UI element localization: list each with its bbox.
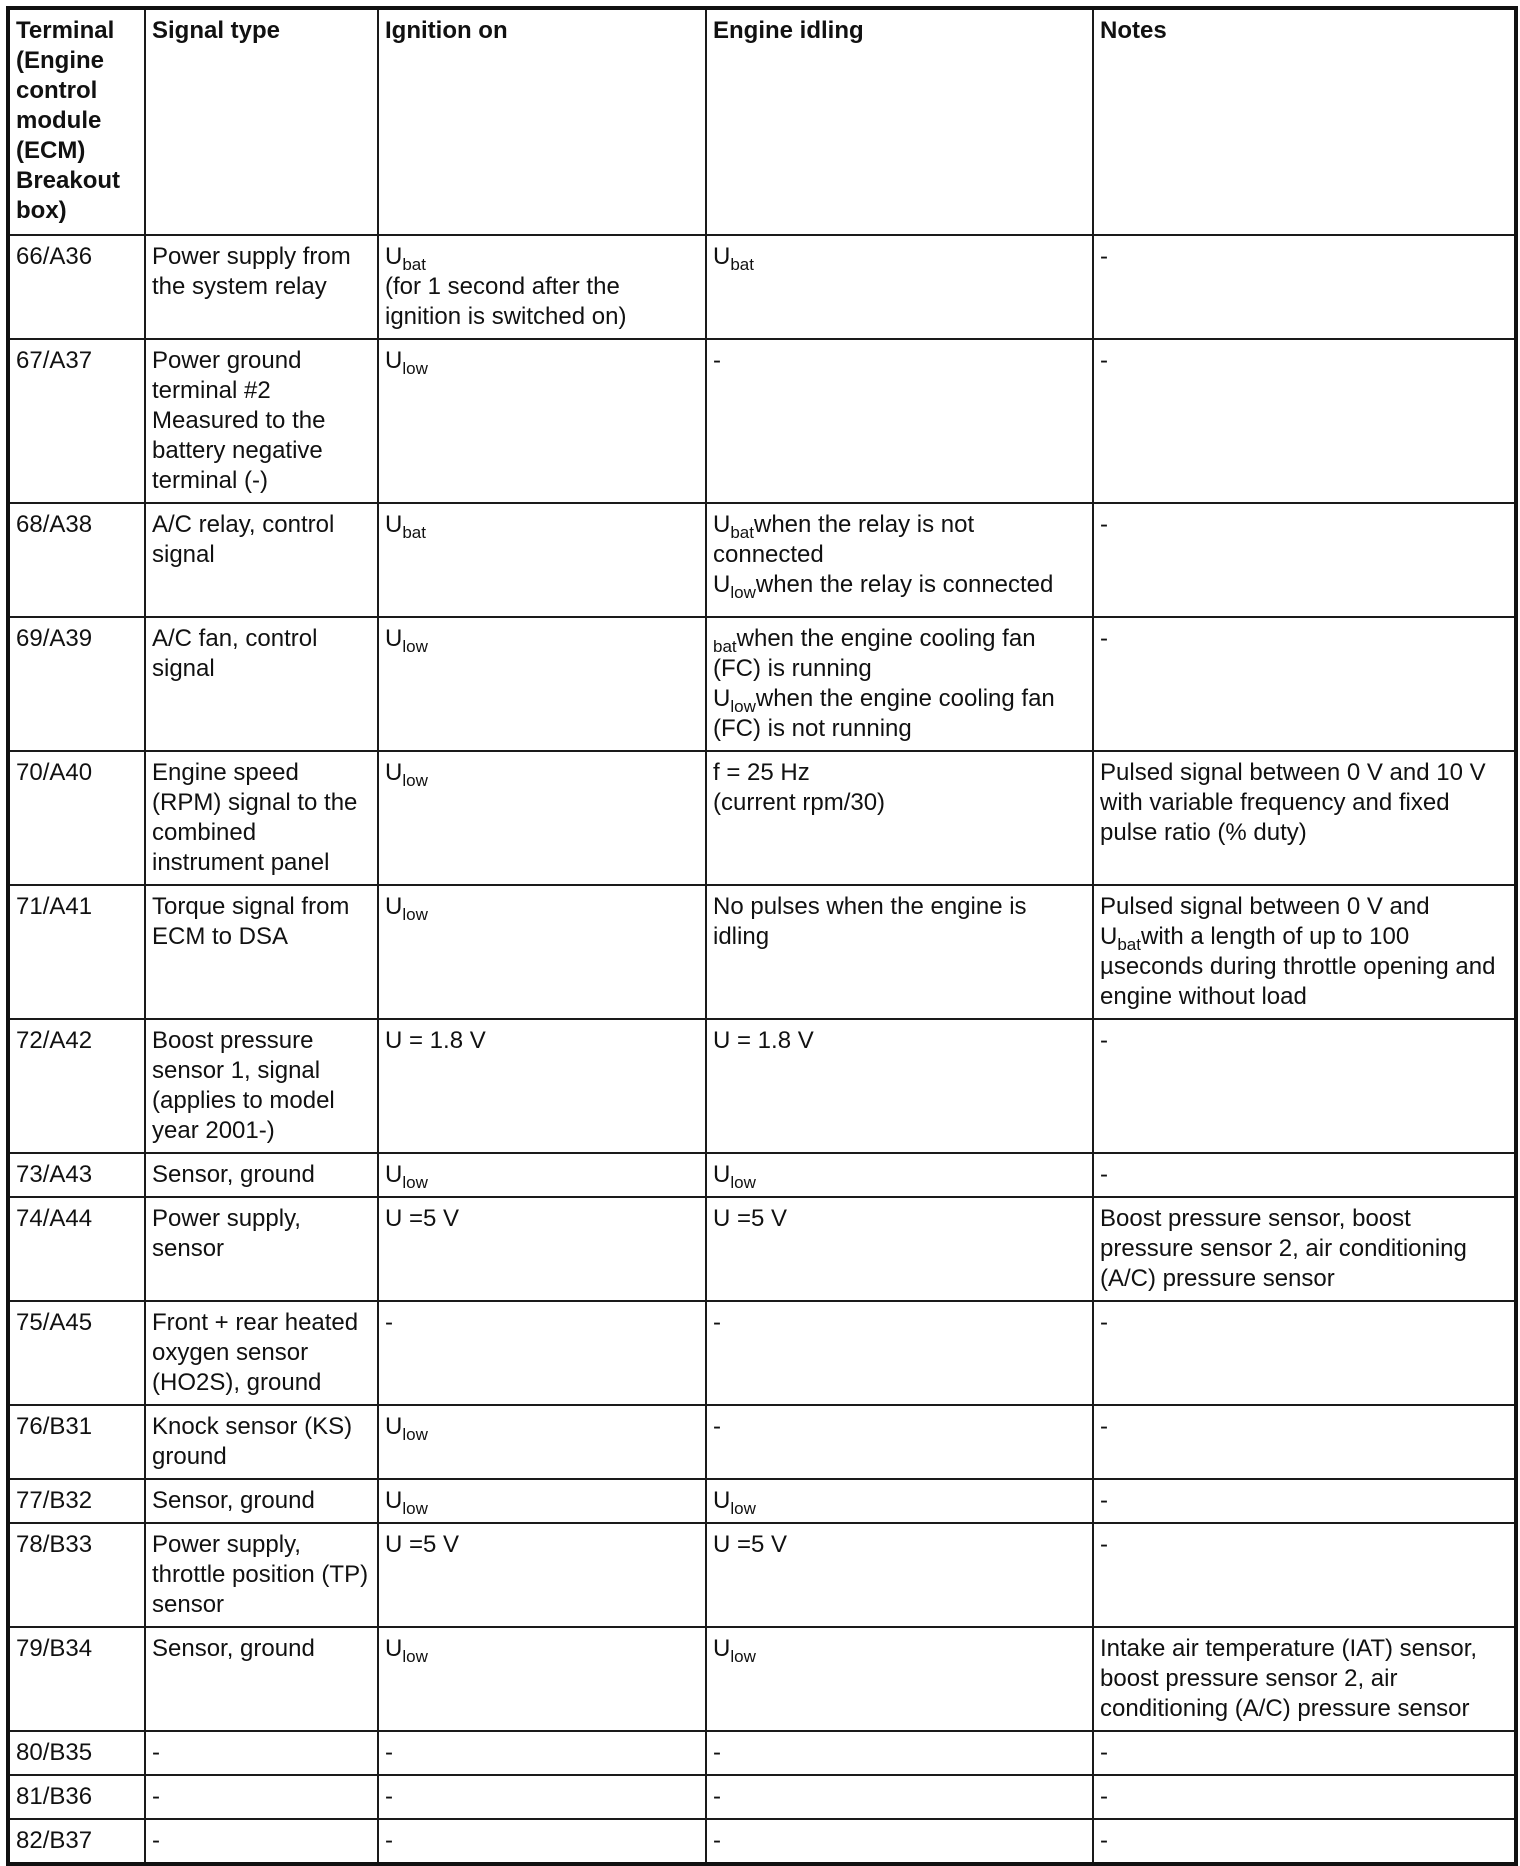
- value: U: [713, 243, 731, 270]
- cell-engine-idling: [706, 1479, 1093, 1523]
- cell-terminal: 75/A45: [8, 1301, 145, 1405]
- cell-engine-idling: [706, 503, 1093, 617]
- cell-signal-type: Boost pressure sensor 1, signal (applies to model year 2001-): [145, 1019, 378, 1153]
- value: U: [385, 759, 403, 786]
- cell-engine-idling: -: [706, 1405, 1093, 1479]
- value: U: [713, 571, 731, 598]
- table-row: [8, 1153, 1516, 1197]
- value: U: [713, 685, 731, 712]
- subscript: low: [402, 1425, 428, 1444]
- value: U: [385, 243, 403, 270]
- value: U: [385, 347, 403, 374]
- cell-notes: -: [1093, 1479, 1516, 1523]
- cell-notes: [1093, 885, 1516, 1019]
- subscript: low: [730, 1499, 756, 1518]
- value: U: [713, 1635, 731, 1662]
- cell-engine-idling: [706, 1153, 1093, 1197]
- cell-terminal: 81/B36: [8, 1775, 145, 1819]
- table-row: [8, 503, 1516, 617]
- value: U: [713, 511, 731, 538]
- cell-notes: -: [1093, 1019, 1516, 1153]
- cell-signal-type: Engine speed (RPM) signal to the combined instrument panel: [145, 751, 378, 885]
- value-line: [713, 684, 1087, 744]
- subscript: bat: [402, 255, 426, 274]
- table-row: [8, 1019, 1516, 1153]
- cell-signal-type: -: [145, 1731, 378, 1775]
- subscript: low: [730, 1647, 756, 1666]
- cell-signal-type: Knock sensor (KS) ground: [145, 1405, 378, 1479]
- table-header-row: [8, 8, 1516, 235]
- cell-terminal: 76/B31: [8, 1405, 145, 1479]
- header-notes: Notes: [1093, 8, 1516, 235]
- subscript: bat: [730, 523, 754, 542]
- cell-ignition-on: [378, 617, 706, 751]
- cell-notes: -: [1093, 1819, 1516, 1864]
- cell-ignition-on: -: [378, 1775, 706, 1819]
- table-row: [8, 617, 1516, 751]
- cell-terminal: 73/A43: [8, 1153, 145, 1197]
- value-line: (current rpm/30): [713, 789, 886, 816]
- value: U: [385, 1635, 403, 1662]
- cell-engine-idling: [706, 235, 1093, 339]
- cell-signal-type: A/C relay, control signal: [145, 503, 378, 617]
- table-row: [8, 235, 1516, 339]
- cell-engine-idling: No pulses when the engine is idling: [706, 885, 1093, 1019]
- cell-signal-type: -: [145, 1819, 378, 1864]
- table-row: [8, 1731, 1516, 1775]
- cell-signal-type: Sensor, ground: [145, 1627, 378, 1731]
- value: U: [713, 1487, 731, 1514]
- cell-notes: -: [1093, 503, 1516, 617]
- value: U: [385, 625, 403, 652]
- cell-notes: -: [1093, 339, 1516, 503]
- notes-text: with a length of up to 100 µseconds during throttle opening and engine without load: [1100, 923, 1496, 1010]
- cell-terminal: 80/B35: [8, 1731, 145, 1775]
- cell-notes: -: [1093, 1405, 1516, 1479]
- subscript: low: [402, 359, 428, 378]
- subscript: low: [402, 1647, 428, 1666]
- table-row: [8, 1301, 1516, 1405]
- cell-ignition-on: U = 1.8 V: [378, 1019, 706, 1153]
- cell-ignition-on: [378, 1405, 706, 1479]
- cell-signal-type: Torque signal from ECM to DSA: [145, 885, 378, 1019]
- table-row: [8, 1775, 1516, 1819]
- cell-engine-idling: -: [706, 1301, 1093, 1405]
- cell-signal-type: Power supply, sensor: [145, 1197, 378, 1301]
- subscript: low: [730, 697, 756, 716]
- value: U: [385, 1413, 403, 1440]
- subscript: low: [730, 1173, 756, 1192]
- value-text: when the engine cooling fan (FC) is running: [713, 625, 1036, 682]
- cell-engine-idling: [706, 751, 1093, 885]
- cell-ignition-on: [378, 1479, 706, 1523]
- value: U: [1100, 923, 1118, 950]
- cell-terminal: 79/B34: [8, 1627, 145, 1731]
- table-row: [8, 1479, 1516, 1523]
- table-row: [8, 1819, 1516, 1864]
- cell-terminal: 77/B32: [8, 1479, 145, 1523]
- cell-engine-idling: [706, 617, 1093, 751]
- header-terminal: Terminal (Engine control module (ECM) Breakout box): [8, 8, 145, 235]
- value: U: [385, 511, 403, 538]
- subscript: low: [402, 1499, 428, 1518]
- cell-engine-idling: [706, 1627, 1093, 1731]
- cell-ignition-on: U =5 V: [378, 1197, 706, 1301]
- header-engine-idling: Engine idling: [706, 8, 1093, 235]
- value-line: [713, 624, 1087, 684]
- value-note: (for 1 second after the ignition is switched on): [385, 273, 627, 330]
- table-row: [8, 1197, 1516, 1301]
- cell-engine-idling: U =5 V: [706, 1197, 1093, 1301]
- subscript: low: [402, 905, 428, 924]
- table-row: [8, 1405, 1516, 1479]
- cell-notes: -: [1093, 617, 1516, 751]
- cell-notes: -: [1093, 235, 1516, 339]
- cell-engine-idling: U = 1.8 V: [706, 1019, 1093, 1153]
- value-text: when the relay is connected: [755, 571, 1054, 598]
- cell-terminal: 69/A39: [8, 617, 145, 751]
- cell-engine-idling: -: [706, 1731, 1093, 1775]
- cell-notes: Pulsed signal between 0 V and 10 V with variable frequency and fixed pulse ratio (% duty): [1093, 751, 1516, 885]
- cell-signal-type: Sensor, ground: [145, 1153, 378, 1197]
- table-row: [8, 1523, 1516, 1627]
- cell-signal-type: A/C fan, control signal: [145, 617, 378, 751]
- cell-ignition-on: U =5 V: [378, 1523, 706, 1627]
- cell-ignition-on: [378, 503, 706, 617]
- cell-ignition-on: -: [378, 1301, 706, 1405]
- cell-ignition-on: [378, 1627, 706, 1731]
- cell-signal-type: Sensor, ground: [145, 1479, 378, 1523]
- cell-terminal: 72/A42: [8, 1019, 145, 1153]
- cell-engine-idling: -: [706, 339, 1093, 503]
- cell-ignition-on: -: [378, 1819, 706, 1864]
- cell-notes: -: [1093, 1153, 1516, 1197]
- cell-terminal: 68/A38: [8, 503, 145, 617]
- cell-ignition-on: [378, 885, 706, 1019]
- ecm-terminal-table: [6, 6, 1518, 1866]
- cell-notes: Intake air temperature (IAT) sensor, boost pressure sensor 2, air conditioning (A/C) pressure sensor: [1093, 1627, 1516, 1731]
- cell-ignition-on: [378, 235, 706, 339]
- cell-signal-type: Front + rear heated oxygen sensor (HO2S), ground: [145, 1301, 378, 1405]
- cell-terminal: 78/B33: [8, 1523, 145, 1627]
- notes-text: Pulsed signal between 0 V and: [1100, 893, 1430, 920]
- cell-ignition-on: [378, 339, 706, 503]
- cell-signal-type: Power supply, throttle position (TP) sensor: [145, 1523, 378, 1627]
- value-text: when the relay is not connected: [713, 511, 975, 568]
- cell-engine-idling: U =5 V: [706, 1523, 1093, 1627]
- cell-ignition-on: [378, 1153, 706, 1197]
- value-line: [713, 510, 1087, 570]
- cell-ignition-on: [378, 751, 706, 885]
- cell-terminal: 74/A44: [8, 1197, 145, 1301]
- table-row: [8, 339, 1516, 503]
- cell-engine-idling: -: [706, 1819, 1093, 1864]
- value: U: [385, 893, 403, 920]
- value-line: [713, 570, 1087, 600]
- table-row: [8, 751, 1516, 885]
- cell-signal-type: Power ground terminal #2 Measured to the battery negative terminal (-): [145, 339, 378, 503]
- cell-signal-type: Power supply from the system relay: [145, 235, 378, 339]
- cell-notes: -: [1093, 1731, 1516, 1775]
- subscript: bat: [713, 637, 737, 656]
- subscript: low: [402, 637, 428, 656]
- cell-notes: -: [1093, 1523, 1516, 1627]
- value: U: [385, 1161, 403, 1188]
- cell-notes: -: [1093, 1775, 1516, 1819]
- cell-ignition-on: -: [378, 1731, 706, 1775]
- header-ignition-on: Ignition on: [378, 8, 706, 235]
- subscript: bat: [730, 255, 754, 274]
- subscript: low: [730, 583, 756, 602]
- subscript: low: [402, 1173, 428, 1192]
- cell-engine-idling: -: [706, 1775, 1093, 1819]
- cell-notes: -: [1093, 1301, 1516, 1405]
- cell-signal-type: -: [145, 1775, 378, 1819]
- header-signal-type: Signal type: [145, 8, 378, 235]
- subscript: bat: [1117, 935, 1141, 954]
- value: U: [385, 1487, 403, 1514]
- value: U: [713, 1161, 731, 1188]
- table-row: [8, 1627, 1516, 1731]
- cell-terminal: 66/A36: [8, 235, 145, 339]
- subscript: bat: [402, 523, 426, 542]
- table-row: [8, 885, 1516, 1019]
- subscript: low: [402, 771, 428, 790]
- cell-notes: Boost pressure sensor, boost pressure sensor 2, air conditioning (A/C) pressure sensor: [1093, 1197, 1516, 1301]
- value-text: when the engine cooling fan (FC) is not running: [713, 685, 1055, 742]
- cell-terminal: 67/A37: [8, 339, 145, 503]
- cell-terminal: 71/A41: [8, 885, 145, 1019]
- cell-terminal: 70/A40: [8, 751, 145, 885]
- cell-terminal: 82/B37: [8, 1819, 145, 1864]
- value-line: f = 25 Hz: [713, 759, 810, 786]
